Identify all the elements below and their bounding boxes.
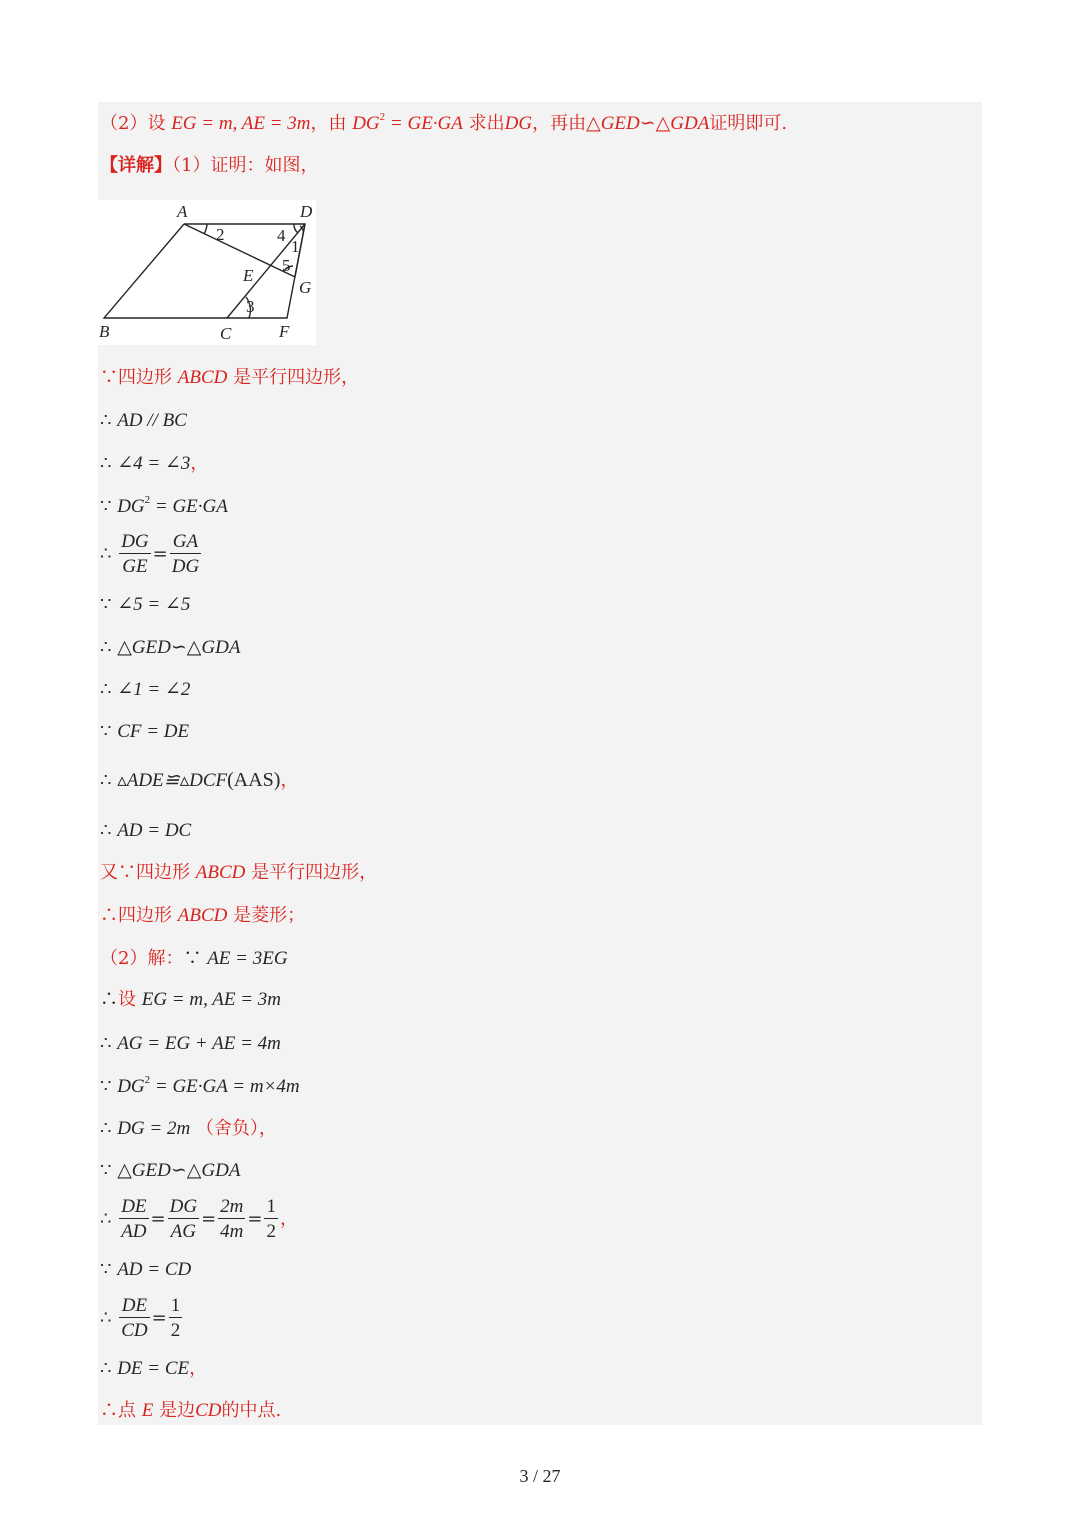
hint-line: （2）设 EG = m, AE = 3m，由 $DG^2 = GE\cdot GA$ 求出DG，再由△GED∽△GDA证明即可.	[100, 110, 788, 134]
parallelogram-diagram	[98, 200, 316, 345]
label-angle-2: 2	[216, 225, 225, 244]
proof-line: ∵ AD = CD	[100, 1259, 192, 1280]
angle-4-arc	[294, 224, 298, 233]
proof-line-fraction: ∴ $\frac{DE}{AD}$ = $\frac{DG}{AG}$ = $\frac{2m}{4m}$ = $\frac{1}{2}$ ，	[100, 1196, 298, 1242]
fraction: $\frac{2m}{4m}$	[220, 1196, 244, 1242]
proof-line: ∴ DG = 2m （舍负），	[100, 1118, 277, 1139]
outline-shape	[104, 224, 305, 318]
label-c: C	[220, 324, 232, 343]
fraction: $\frac{DE}{AD}$	[121, 1196, 147, 1242]
label-f: F	[279, 322, 290, 341]
proof-line: ∴ AD = DC	[100, 820, 192, 841]
proof-line: ∴ ∠1 = ∠2	[100, 679, 191, 700]
fraction: $\frac{1}{2}$	[266, 1196, 276, 1242]
fraction: $\frac{GA}{DG}$	[171, 531, 200, 577]
proof-line: ∴点 E 是边CD的中点.	[100, 1400, 282, 1421]
proof-line: ∴ AD // BC	[100, 410, 187, 431]
proof-line: ∴ ▵ADE≌▵DCF(AAS)，	[100, 769, 299, 791]
proof-line-fraction: ∴ $\frac{DE}{CD}$ = $\frac{1}{2}$	[100, 1295, 181, 1341]
fraction: $\frac{1}{2}$	[170, 1295, 181, 1341]
proof-line: ∴ DE = CE，	[100, 1358, 208, 1379]
fraction: $\frac{DG}{AG}$	[169, 1196, 198, 1242]
proof-line: ∴ ∠4 = ∠3，	[100, 453, 209, 474]
label-g: G	[299, 278, 312, 297]
label-e: E	[243, 266, 254, 285]
proof-line: ∵ △GED∽△GDA	[100, 1160, 241, 1181]
proof-line-fraction: ∴ $\frac{DG}{GE}$ = $\frac{GA}{DG}$	[100, 531, 200, 577]
proof-line: ∵ $DG^2 = GE\cdot GA$	[100, 493, 228, 517]
page-number: 3 / 27	[519, 1466, 561, 1486]
solution-header: 【详解】（1）证明：如图，	[100, 155, 319, 176]
proof-line: ∴四边形 ABCD 是菱形；	[100, 905, 306, 926]
angle-2-arc	[204, 224, 207, 234]
proof-line: ∵四边形 ABCD 是平行四边形，	[100, 367, 360, 388]
proof-line: ∵ CF = DE	[100, 721, 190, 742]
proof-line: ∵ $DG^2 = GE\cdot GA = m\times 4m$	[100, 1073, 300, 1097]
fraction: $\frac{DE}{CD}$	[121, 1295, 148, 1341]
label-angle-4: 4	[277, 226, 286, 245]
proof-line: （2）解：∵ AE = 3EG	[100, 948, 288, 969]
label-angle-3: 3	[246, 297, 255, 316]
proof-line: ∴设 EG = m, AE = 3m	[100, 989, 282, 1010]
proof-line: 又∵四边形 ABCD 是平行四边形，	[100, 862, 378, 883]
proof-line: ∵ ∠5 = ∠5	[100, 594, 191, 615]
label-d: D	[300, 202, 313, 221]
label-angle-1: 1	[291, 237, 300, 256]
proof-line: ∴ △GED∽△GDA	[100, 637, 241, 658]
label-angle-5: 5	[282, 256, 291, 275]
label-b: B	[99, 322, 110, 341]
proof-line: ∴ AG = EG + AE = 4m	[100, 1033, 281, 1054]
label-a: A	[177, 202, 188, 221]
geometry-figure	[98, 200, 316, 345]
fraction: $\frac{DG}{GE}$	[121, 531, 149, 577]
